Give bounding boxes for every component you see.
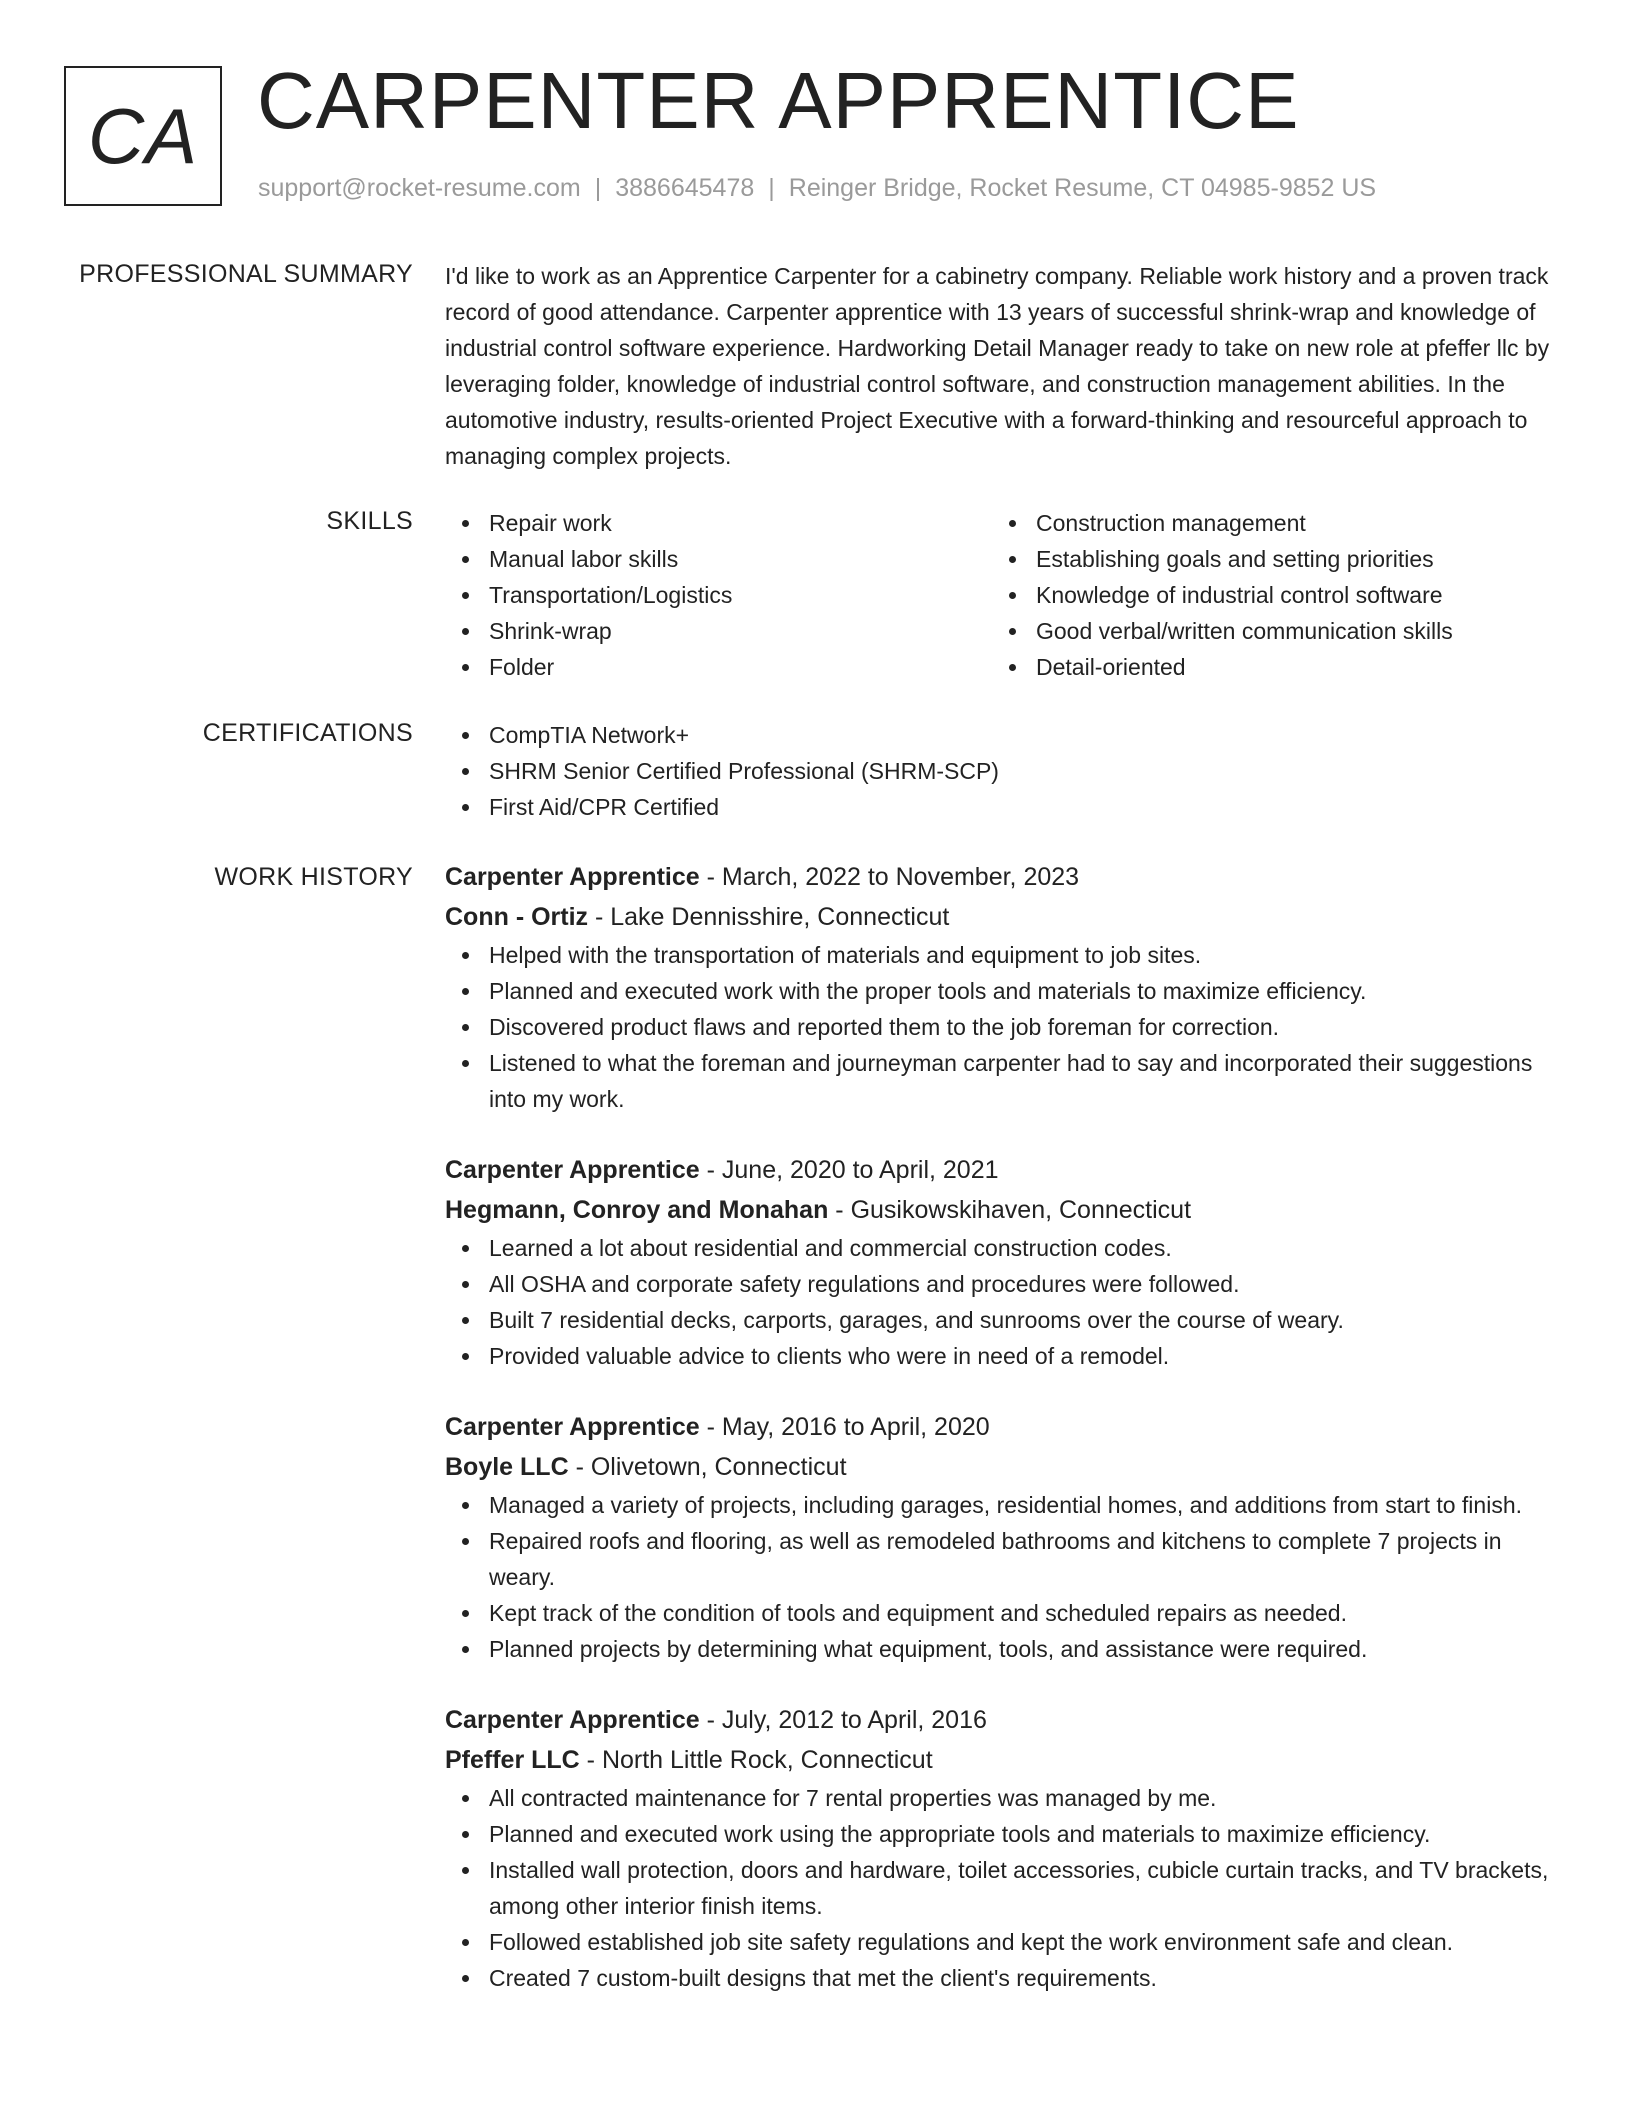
job-bullet: Helped with the transportation of materials and equipment to job sites. (489, 937, 1565, 973)
job-dates: June, 2020 to April, 2021 (721, 1156, 999, 1184)
job-bullet: Installed wall protection, doors and hardware, toilet accessories, cubicle curtain tracks, and TV brackets, among other interior finish items. (489, 1852, 1565, 1924)
job-company: Pfeffer LLC (445, 1746, 580, 1774)
section-label-certifications: CERTIFICATIONS (202, 719, 413, 747)
job-entry (445, 857, 1565, 1117)
job-bullets (445, 1230, 1565, 1374)
skill-item: Repair work (489, 505, 992, 541)
skills-list-left (445, 505, 992, 685)
job-dash: - (699, 1413, 722, 1441)
certifications-list (445, 717, 1565, 825)
monogram-logo (64, 66, 222, 206)
job-dash: - (828, 1196, 851, 1224)
job-title: Carpenter Apprentice (445, 1156, 700, 1184)
job-bullet: Provided valuable advice to clients who were in need of a remodel. (489, 1338, 1565, 1374)
skill-item: Establishing goals and setting priorities (1036, 541, 1539, 577)
job-bullet: All OSHA and corporate safety regulations and procedures were followed. (489, 1266, 1565, 1302)
contact-address: Reinger Bridge, Rocket Resume, CT 04985-9852 US (788, 174, 1377, 202)
skills-list-right (992, 505, 1539, 685)
skill-item: Knowledge of industrial control software (1036, 577, 1539, 613)
job-dash: - (579, 1746, 602, 1774)
section-label-summary: PROFESSIONAL SUMMARY (79, 260, 413, 288)
job-title-line (445, 1407, 1565, 1447)
job-entry (445, 1407, 1565, 1667)
job-bullet: Repaired roofs and flooring, as well as remodeled bathrooms and kitchens to complete 7 projects in weary. (489, 1523, 1565, 1595)
job-bullet: Created 7 custom-built designs that met the client's requirements. (489, 1960, 1565, 1996)
job-bullet: Managed a variety of projects, including garages, residential homes, and additions from start to finish. (489, 1487, 1565, 1523)
job-bullet: Planned and executed work with the proper tools and materials to maximize efficiency. (489, 973, 1565, 1009)
job-entry (445, 1700, 1565, 1996)
job-bullets (445, 1780, 1565, 1996)
job-bullet: Planned projects by determining what equipment, tools, and assistance were required. (489, 1631, 1565, 1667)
job-company: Conn - Ortiz (445, 903, 589, 931)
work-history-body (445, 857, 1565, 2029)
job-bullet: Discovered product flaws and reported them to the job foreman for correction. (489, 1009, 1565, 1045)
job-bullet: All contracted maintenance for 7 rental properties was managed by me. (489, 1780, 1565, 1816)
job-company-line (445, 897, 1565, 937)
monogram-initials: CA (87, 91, 199, 180)
job-company-line (445, 1740, 1565, 1780)
job-company-line (445, 1190, 1565, 1230)
job-dash: - (588, 903, 611, 931)
skill-item: Manual labor skills (489, 541, 992, 577)
job-title-line (445, 857, 1565, 897)
job-company: Boyle LLC (445, 1453, 569, 1481)
job-dates: July, 2012 to April, 2016 (721, 1706, 987, 1734)
job-bullet: Learned a lot about residential and commercial construction codes. (489, 1230, 1565, 1266)
job-dates: May, 2016 to April, 2020 (721, 1413, 990, 1441)
skill-item: Construction management (1036, 505, 1539, 541)
job-location: Olivetown, Connecticut (590, 1453, 847, 1481)
job-dates: March, 2022 to November, 2023 (721, 863, 1080, 891)
job-title: Carpenter Apprentice (445, 863, 700, 891)
skills-column-left (445, 505, 992, 685)
contact-separator: | (594, 174, 602, 202)
skill-item: Transportation/Logistics (489, 577, 992, 613)
contact-line (258, 174, 1376, 203)
job-dash: - (699, 1156, 722, 1184)
job-location: North Little Rock, Connecticut (601, 1746, 933, 1774)
job-bullet: Planned and executed work using the appropriate tools and materials to maximize efficiency. (489, 1816, 1565, 1852)
skills-column-right (992, 505, 1539, 685)
job-dash: - (699, 863, 722, 891)
certification-item: First Aid/CPR Certified (489, 789, 1565, 825)
job-title: Carpenter Apprentice (445, 1413, 700, 1441)
candidate-name: CARPENTER APPRENTICE (257, 56, 1300, 145)
job-company: Hegmann, Conroy and Monahan (445, 1196, 829, 1224)
skill-item: Shrink-wrap (489, 613, 992, 649)
job-company-line (445, 1447, 1565, 1487)
job-bullet: Kept track of the condition of tools and equipment and scheduled repairs as needed. (489, 1595, 1565, 1631)
contact-phone: 3886645478 (615, 174, 755, 202)
skills-body (445, 505, 1565, 685)
job-title: Carpenter Apprentice (445, 1706, 700, 1734)
skill-item: Folder (489, 649, 992, 685)
summary-text: I'd like to work as an Apprentice Carpenter for a cabinetry company. Reliable work history and a proven track record of good attendance. Carpenter apprentice with 13 years of successful shrink-wrap and knowledge of industrial control software experience. Hardworking Detail Manager ready to take on new role at pfeffer llc by leveraging folder, knowledge of industrial control software, and construction management abilities. In the automotive industry, results-oriented Project Executive with a forward-thinking and resourceful approach to managing complex projects. (445, 263, 1550, 469)
certifications-body (445, 717, 1565, 825)
job-dash: - (699, 1706, 722, 1734)
skill-item: Detail-oriented (1036, 649, 1539, 685)
job-entry (445, 1150, 1565, 1374)
job-location: Lake Dennisshire, Connecticut (610, 903, 950, 931)
job-bullet: Followed established job site safety regulations and kept the work environment safe and clean. (489, 1924, 1565, 1960)
job-title-line (445, 1150, 1565, 1190)
job-bullets (445, 937, 1565, 1117)
certification-item: CompTIA Network+ (489, 717, 1565, 753)
job-bullet: Listened to what the foreman and journeyman carpenter had to say and incorporated their suggestions into my work. (489, 1045, 1565, 1117)
summary-body (445, 258, 1565, 474)
section-label-work-history: WORK HISTORY (214, 863, 413, 891)
certification-item: SHRM Senior Certified Professional (SHRM-SCP) (489, 753, 1565, 789)
section-label-skills: SKILLS (326, 507, 413, 535)
contact-email: support@rocket-resume.com (258, 174, 581, 202)
contact-separator: | (768, 174, 775, 202)
skill-item: Good verbal/written communication skills (1036, 613, 1539, 649)
job-title-line (445, 1700, 1565, 1740)
job-bullet: Built 7 residential decks, carports, garages, and sunrooms over the course of weary. (489, 1302, 1565, 1338)
job-location: Gusikowskihaven, Connecticut (850, 1196, 1192, 1224)
job-dash: - (568, 1453, 591, 1481)
job-bullets (445, 1487, 1565, 1667)
